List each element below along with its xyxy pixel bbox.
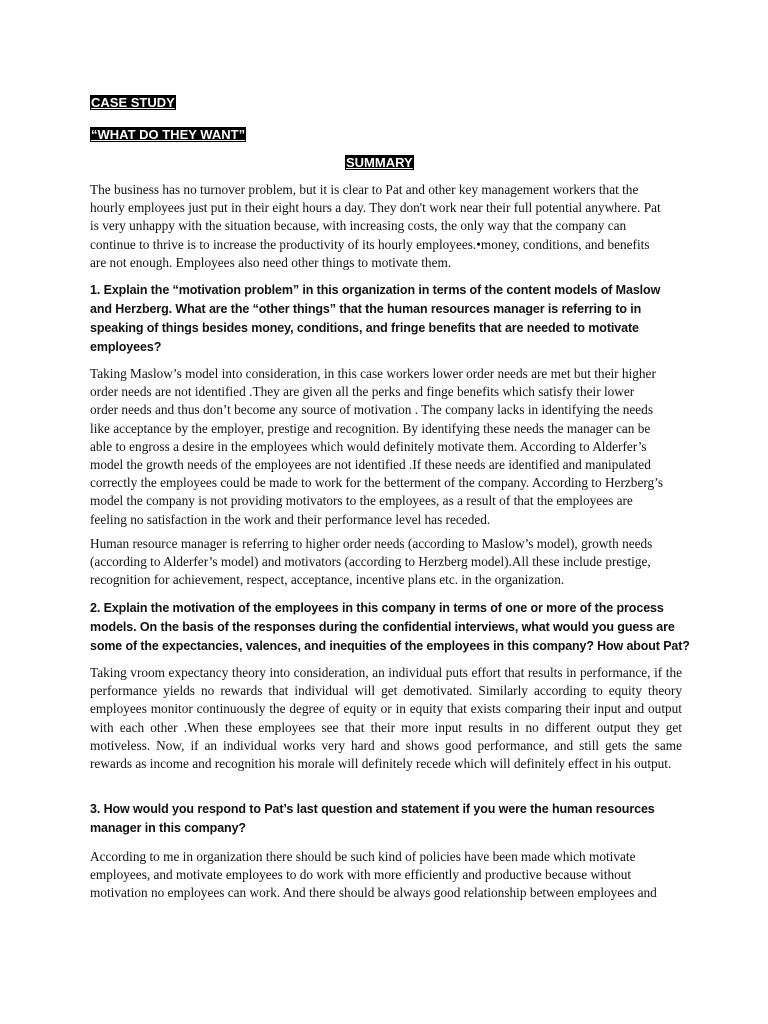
question-2: 2. Explain the motivation of the employees in this company in terms of one or more of the process models. On the basis of the responses during the confidential interviews, what would you guess are some of the expectancies, valences, and inequities of the employees in this company? How about Pat? bbox=[90, 601, 690, 653]
summary-heading: SUMMARY bbox=[346, 155, 413, 170]
question-3: 3. How would you respond to Pat’s last question and statement if you were the human resources manager in this company? bbox=[90, 802, 655, 835]
case-study-heading: CASE STUDY bbox=[91, 95, 175, 110]
answer-1-paragraph-2: Human resource manager is referring to higher order needs (according to Maslow’s model), growth needs (according to Alderfer’s model) and motivators (according to Herzberg model).All these include prestige, recognition for achievement, respect, acceptance, incentive plans etc. in the organization. bbox=[90, 536, 653, 588]
summary-paragraph: The business has no turnover problem, but it is clear to Pat and other key management workers that the hourly employees just put in their eight hours a day. They don't work near their full potential anywhere. Pat is very unhappy with the situation because, with increasing costs, the only way that the company can continue to thrive is to increase the productivity of its hourly employees.•money, conditions, and benefits are not enough. Employees also need other things to motivate them. bbox=[90, 182, 661, 270]
answer-2-paragraph: Taking vroom expectancy theory into consideration, an individual puts effort that results in performance, if the performance yields no rewards that individual will get demotivated. Similarly according to equity theory employees monitor continuously the degree of equity or in equity that exists comparing their input and output with each other .When these employees see that their more input results in no different output they get motiveless. Now, if an individual works very hard and shows good performance, and still gets the same rewards as income and recognition his morale will definitely recede which will definitely effect in his output. bbox=[90, 665, 682, 772]
case-title-heading: “WHAT DO THEY WANT” bbox=[91, 127, 246, 142]
answer-3-paragraph: According to me in organization there should be such kind of policies have been made which motivate employees, and motivate employees to do work with more efficiently and productive because without motivation no employees can work. And there should be always good relationship between employees and bbox=[90, 849, 657, 901]
answer-1-paragraph-1: Taking Maslow’s model into consideration, in this case workers lower order needs are met but their higher order needs are not identified .They are given all the perks and finge benefits which satisfy their lower order needs and thus don’t become any source of motivation . The company lacks in identifying the needs like acceptance by the employer, prestige and recognition. By identifying these needs the manager can be able to engross a desire in the employees which would definitely motivate them. According to Alderfer’s model the growth needs of the employees are not identified .If these needs are identified and manipulated correctly the employees could be made to work for the betterment of the company. According to Herzberg’s model the company is not providing motivators to the employees, as a result of that the employees are feeling no satisfaction in the work and their performance level has receded. bbox=[90, 366, 664, 527]
question-1: 1. Explain the “motivation problem” in this organization in terms of the content models of Maslow and Herzberg. What are the “other things” that the human resources manager is referring to in speaking of things besides money, conditions, and fringe benefits that are needed to motivate employees? bbox=[90, 283, 661, 354]
